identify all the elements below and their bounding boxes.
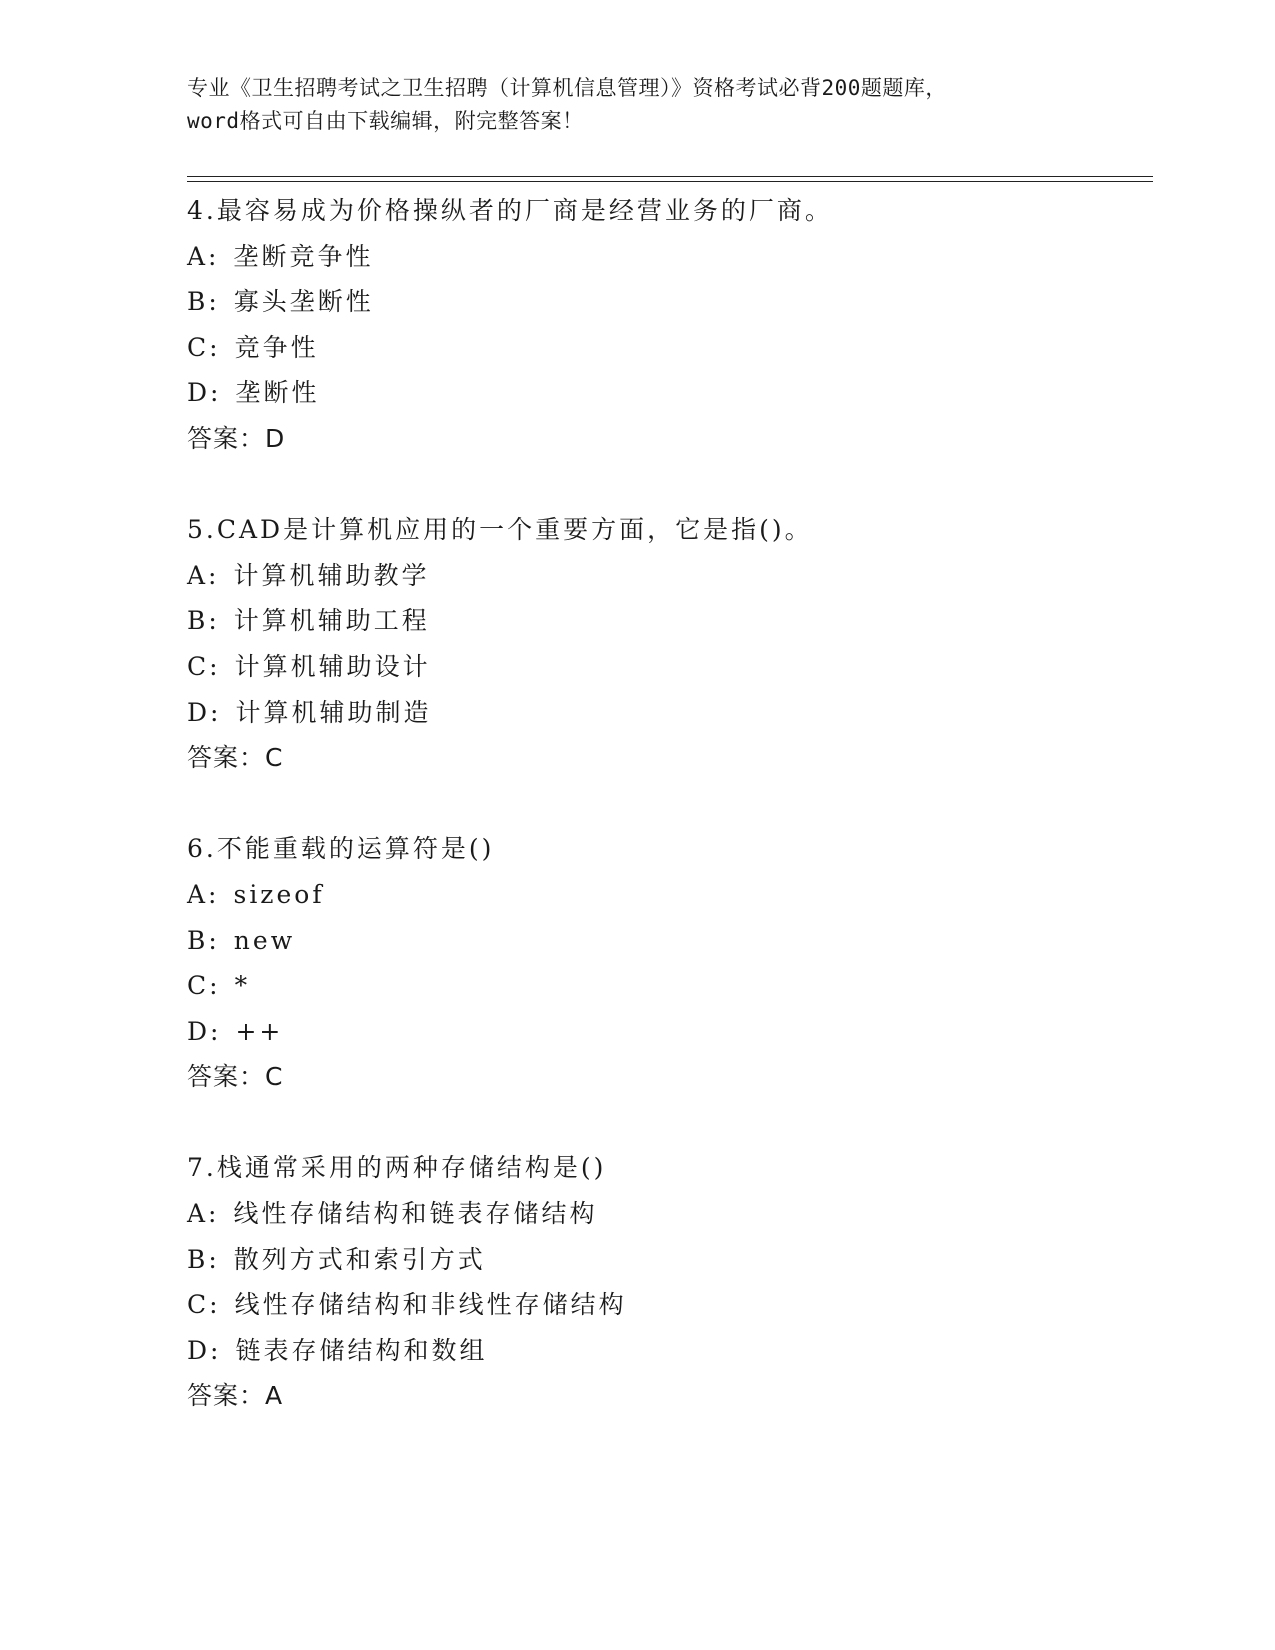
- option-a: [187, 1191, 1147, 1237]
- option-key: A:: [187, 560, 220, 590]
- option-value: 计算机辅助教学: [233, 560, 430, 590]
- question-number: 4.: [187, 196, 217, 225]
- answer-line: 答案：A: [187, 1381, 284, 1411]
- option-b: [187, 279, 1147, 325]
- question-5: [187, 507, 1147, 781]
- question-number: 7.: [187, 1153, 217, 1183]
- option-c: [187, 325, 1147, 371]
- option-key: D:: [187, 1335, 222, 1365]
- option-key: B:: [187, 925, 220, 955]
- option-key: C:: [187, 651, 221, 681]
- header-line-2: word格式可自由下载编辑，附完整答案！: [187, 109, 584, 133]
- question-text: [187, 1145, 1147, 1191]
- question-stem: 不能重载的运算符是(): [216, 834, 495, 864]
- option-key: A:: [187, 1199, 220, 1229]
- option-c: [187, 644, 1147, 690]
- answer-line: 答案：D: [187, 423, 286, 453]
- option-a: [187, 553, 1147, 599]
- option-key: D:: [187, 1016, 222, 1046]
- option-value: 计算机辅助设计: [234, 651, 431, 681]
- option-key: A:: [187, 241, 220, 271]
- question-list: [187, 188, 1147, 1419]
- question-number: 6.: [187, 834, 217, 864]
- question-spacer: [187, 462, 1147, 508]
- question-text: [187, 188, 1147, 234]
- option-value: 线性存储结构和非线性存储结构: [234, 1290, 627, 1320]
- option-value: ++: [235, 1016, 284, 1046]
- option-value: 计算机辅助制造: [235, 697, 432, 727]
- answer-line: 答案：C: [187, 743, 284, 773]
- header-divider-bottom: [187, 181, 1153, 182]
- header-line-1: 专业《卫生招聘考试之卫生招聘（计算机信息管理）》资格考试必背200题题库，: [187, 76, 947, 100]
- option-key: C:: [187, 1290, 221, 1320]
- option-value: 线性存储结构和链表存储结构: [233, 1199, 598, 1229]
- option-a: [187, 234, 1147, 280]
- option-a: [187, 872, 1147, 918]
- option-key: C:: [187, 971, 221, 1001]
- question-text: [187, 507, 1147, 553]
- option-value: sizeof: [233, 879, 325, 909]
- option-key: B:: [187, 606, 220, 636]
- option-value: 垄断竞争性: [233, 241, 374, 271]
- question-number: 5.: [187, 515, 217, 545]
- question-spacer: [187, 781, 1147, 827]
- option-value: 计算机辅助工程: [233, 606, 430, 636]
- option-d: [187, 690, 1147, 736]
- option-value: 寡头垄断性: [233, 287, 374, 317]
- option-value: 竞争性: [234, 332, 319, 362]
- question-stem: 最容易成为价格操纵者的厂商是经营业务的厂商。: [216, 196, 833, 225]
- document-header: [187, 72, 1087, 138]
- option-value: *: [234, 971, 251, 1001]
- option-key: B:: [187, 287, 220, 317]
- option-value: new: [233, 925, 296, 955]
- answer-line: 答案：C: [187, 1062, 284, 1092]
- question-6: [187, 826, 1147, 1100]
- question-4: [187, 188, 1147, 462]
- option-b: [187, 918, 1147, 964]
- option-key: C:: [187, 332, 221, 362]
- question-stem: CAD是计算机应用的一个重要方面，它是指()。: [216, 515, 813, 545]
- question-text: [187, 826, 1147, 872]
- header-divider-top: [187, 176, 1153, 177]
- option-value: 垄断性: [235, 378, 320, 408]
- question-spacer: [187, 1100, 1147, 1146]
- question-stem: 栈通常采用的两种存储结构是(): [216, 1153, 607, 1183]
- option-key: B:: [187, 1244, 220, 1274]
- option-b: [187, 598, 1147, 644]
- option-c: [187, 1282, 1147, 1328]
- option-d: [187, 370, 1147, 416]
- option-value: 散列方式和索引方式: [233, 1244, 486, 1274]
- option-c: [187, 963, 1147, 1009]
- option-d: [187, 1328, 1147, 1374]
- option-d: [187, 1009, 1147, 1055]
- question-7: [187, 1145, 1147, 1419]
- option-key: A:: [187, 879, 220, 909]
- option-value: 链表存储结构和数组: [235, 1335, 488, 1365]
- option-key: D:: [187, 378, 222, 408]
- option-b: [187, 1237, 1147, 1283]
- option-key: D:: [187, 697, 222, 727]
